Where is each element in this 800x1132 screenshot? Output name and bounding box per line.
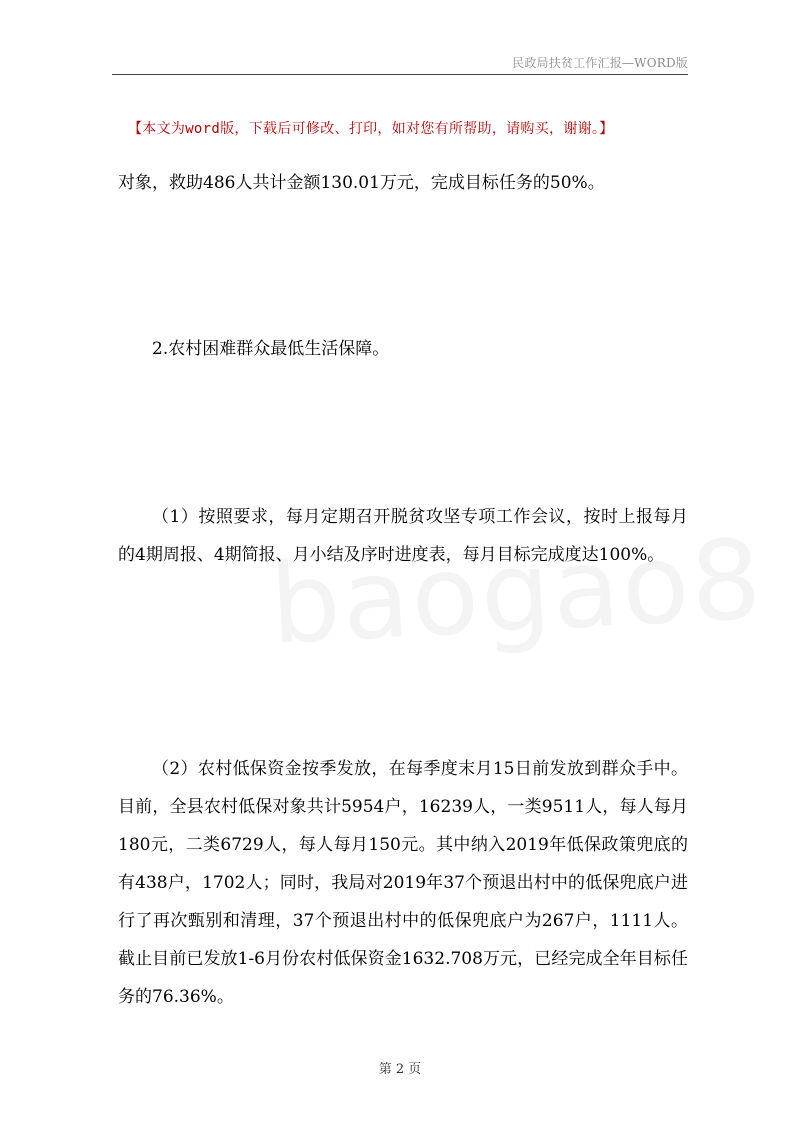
header-title: 民政局扶贫工作汇报—WORD版 [512, 56, 688, 70]
page-number: 第 2 页 [378, 1062, 422, 1077]
paragraph-continuation: 对象，救助486人共计金额130.01万元，完成目标任务的50%。 [118, 173, 605, 193]
download-notice: 【本文为word版，下载后可修改、打印，如对您有所帮助，请购买，谢谢。】 [128, 121, 614, 137]
paragraph-item-1: （1）按照要求，每月定期召开脱贫攻坚专项工作会议，按时上报每月的4期周报、4期简报、月小结及序时进度表，每月目标完成度达100%。 [118, 507, 688, 565]
page-header [112, 50, 688, 75]
section-heading: 2.农村困难群众最低生活保障。 [152, 339, 390, 359]
paragraph-item-2: （2）农村低保资金按季发放，在每季度末月15日前发放到群众手中。目前，全县农村低保对象共计5954户，16239人，一类9511人，每人每月180元，二类6729人，每人每月150元。其中纳入2019年低保政策兜底的有438户，1702人；同时，我局对2019年37个预退出村中的低保兜底户进行了再次甄别和清理，37个预退出村中的低保兜底户为267户，1111人。截止目前已发放1-6月份农村低保资金1632.708万元，已经完成全年目标任务的76.36%。 [118, 759, 688, 1007]
